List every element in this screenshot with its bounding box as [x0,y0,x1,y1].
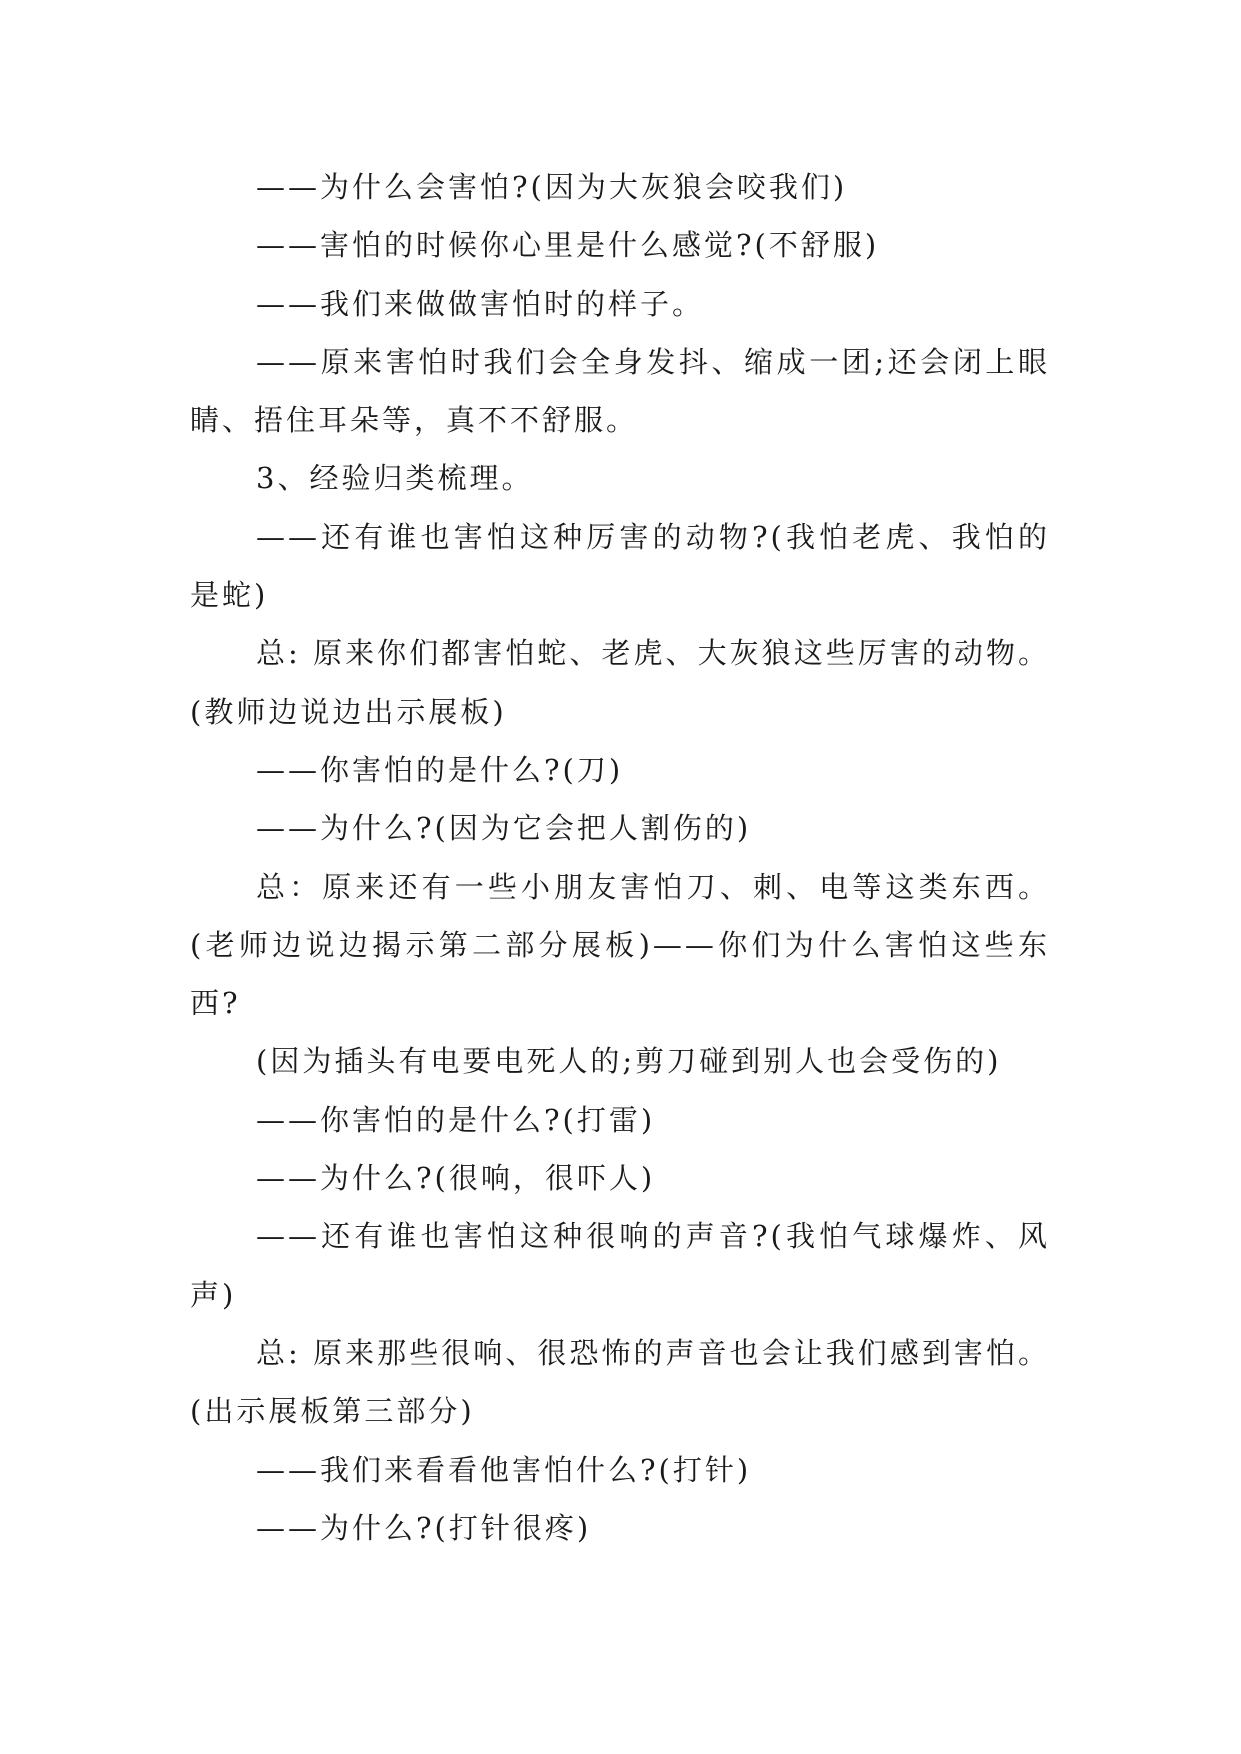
paragraph: ——还有谁也害怕这种很响的声音?(我怕气球爆炸、风声) [190,1219,1050,1312]
summary-paragraph: 总: 原来你们都害怕蛇、老虎、大灰狼这些厉害的动物。(教师边说边出示展板) [190,636,1050,729]
paragraph: ——我们来看看他害怕什么?(打针) [256,1452,752,1487]
paragraph: ——我们来做做害怕时的样子。 [256,286,705,321]
paragraph: ——为什么?(因为它会把人割伤的) [256,811,752,846]
paragraph: ——为什么会害怕?(因为大灰狼会咬我们) [256,170,848,204]
summary-paragraph: 总: 原来那些很响、很恐怖的声音也会让我们感到害怕。(出示展板第三部分) [190,1335,1050,1429]
section-heading: 3、经验归类梳理。 [256,461,534,496]
paragraph: (因为插头有电要电死人的;剪刀碰到别人也会受伤的) [256,1044,1002,1079]
paragraph: ——还有谁也害怕这种厉害的动物?(我怕老虎、我怕的是蛇) [190,519,1050,613]
summary-paragraph: 总：原来还有一些小朋友害怕刀、刺、电等这类东西。(老师边说边揭示第二部分展板)——你们为什么害怕这些东西? [190,869,1050,1021]
paragraph: ——你害怕的是什么?(打雷) [256,1102,656,1137]
paragraph: ——为什么?(很响，很吓人) [256,1161,656,1196]
document-body [190,158,1050,1557]
paragraph: ——原来害怕时我们会全身发抖、缩成一团;还会闭上眼睛、捂住耳朵等，真不不舒服。 [190,344,1050,438]
paragraph: ——害怕的时候你心里是什么感觉?(不舒服) [256,228,880,263]
paragraph: ——为什么?(打针很疼) [256,1510,592,1545]
paragraph: ——你害怕的是什么?(刀) [256,752,624,787]
